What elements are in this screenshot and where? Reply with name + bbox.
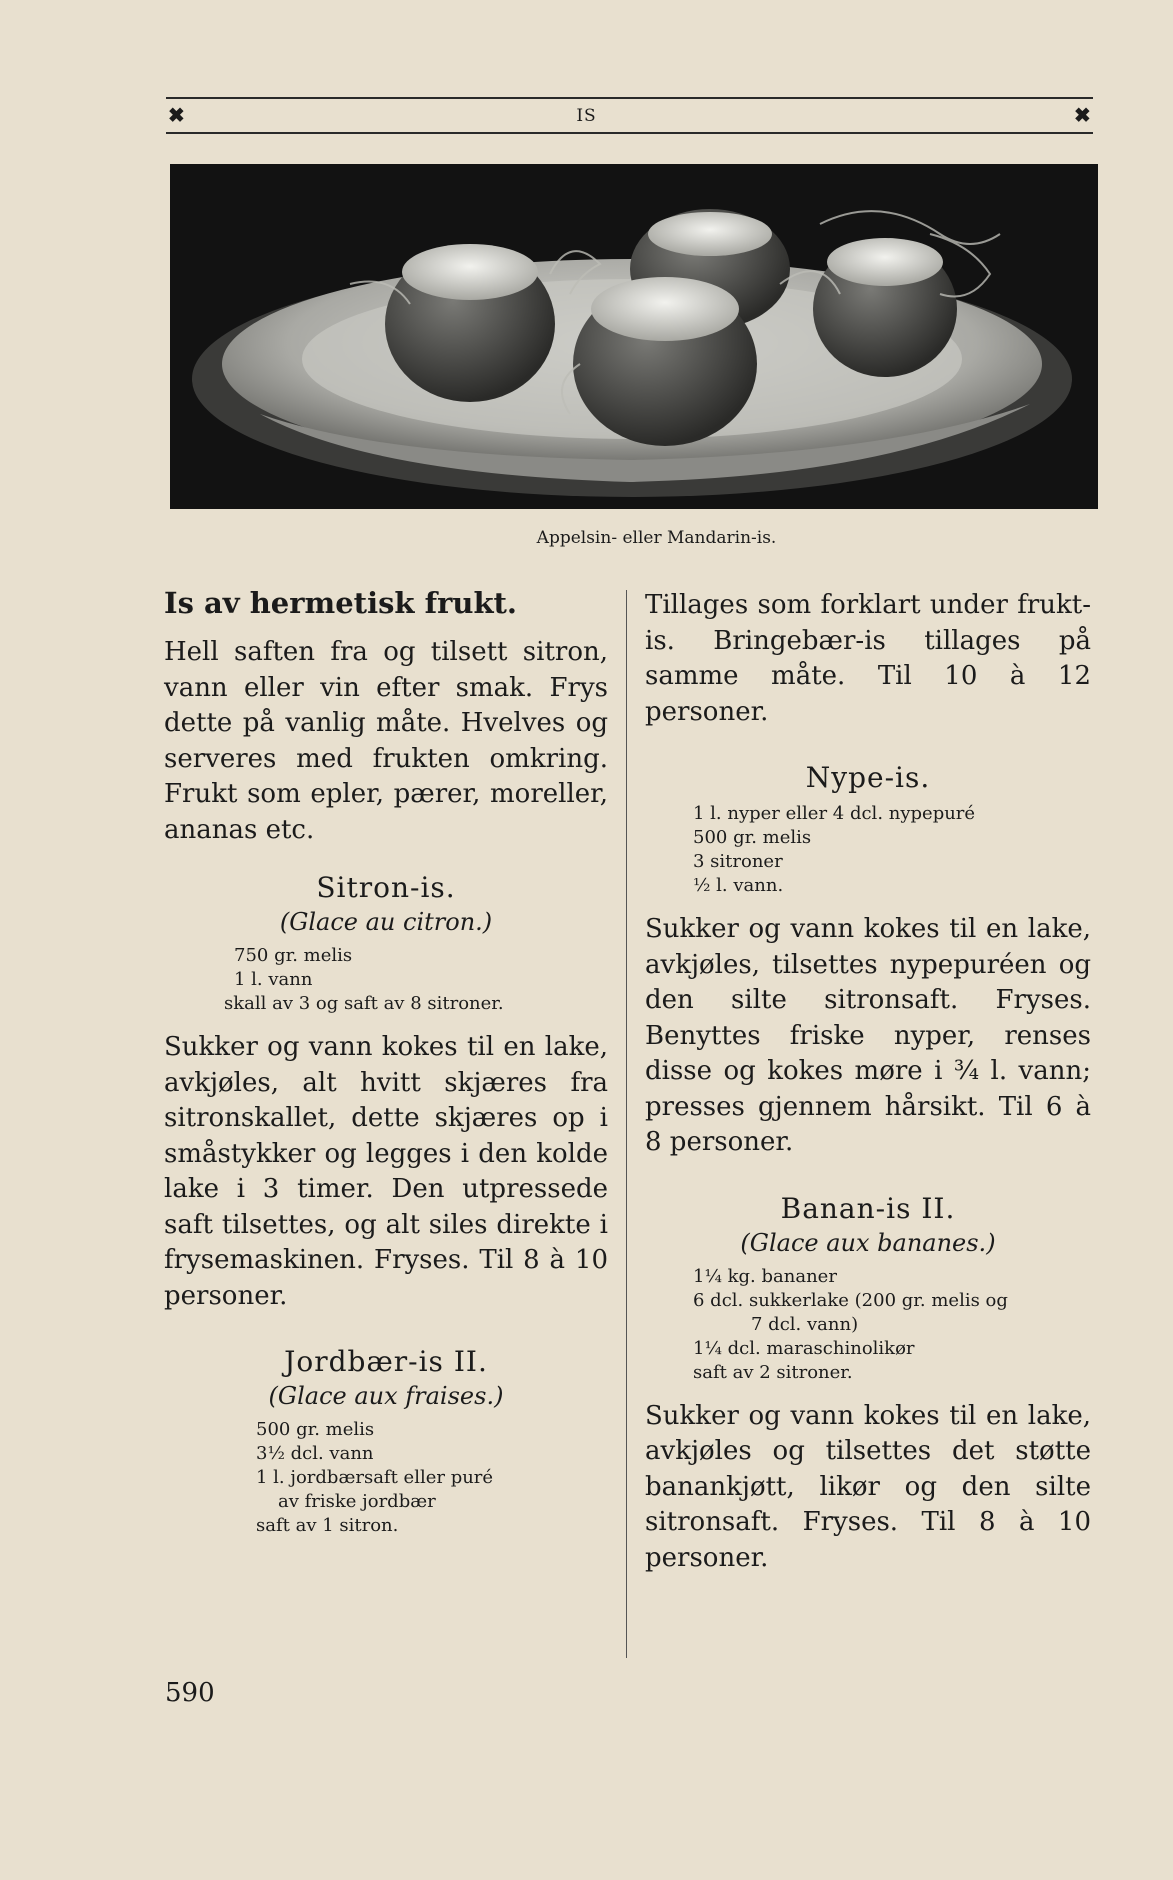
running-header-title: IS: [576, 106, 597, 126]
recipe-title-nype: Nype-is.: [805, 761, 931, 794]
ingredient-line: 1¼ dcl. maraschinolikør: [693, 1337, 915, 1359]
recipe-title-hermetisk: Is av hermetisk frukt.: [164, 586, 518, 620]
ingredient-line: 1¼ kg. bananer: [693, 1265, 837, 1287]
right-column: [645, 588, 1091, 1576]
ingredient-line: 750 gr. melis: [234, 945, 353, 966]
ingredient-line: av friske jordbær: [278, 1491, 436, 1512]
dessert-plate-illustration: [170, 164, 1098, 509]
column-divider: [626, 590, 627, 1658]
ingredients-jordbaer: [164, 1418, 608, 1538]
recipe-subtitle-banan: (Glace aux bananes.): [740, 1228, 996, 1257]
recipe-text-hermetisk: Hell saften fra og tilsett sitron, vann eller vin efter smak. Frys dette på vanlig måte. Hvelves og serveres med frukten omkring. Frukt som epler, pærer, moreller, ananas etc.: [164, 637, 608, 845]
recipe-subtitle-jordbaer: (Glace aux fraises.): [268, 1382, 504, 1410]
recipe-text-nype: Sukker og vann kokes til en lake, avkjøles, tilsettes nypepuréen og den silte sitronsaft. Fryses. Benyttes friske nyper, renses disse og kokes møre i ¾ l. vann; presses gjennem hårsikt. Til 6 à 8 personer.: [645, 914, 1091, 1157]
ingredient-line: 6 dcl. sukkerlake (200 gr. melis og: [693, 1289, 1008, 1311]
ingredient-line: 3½ dcl. vann: [256, 1443, 374, 1464]
recipe-text-sitron: Sukker og vann kokes til en lake, avkjøles, alt hvitt skjæres fra sitronskallet, dette skjæres op i småstykker og legges i den kolde lake i 3 timer. Den utpressede saft tilsettes, og alt siles direkte i frysemaskinen. Fryses. Til 8 à 10 personer.: [164, 1032, 608, 1311]
ingredient-line: 500 gr. melis: [693, 827, 812, 848]
header-rule-bottom: [166, 132, 1093, 134]
ingredients-sitron: [164, 944, 608, 1016]
ingredient-line: ½ l. vann.: [693, 875, 784, 896]
ingredient-line: 1 l. vann: [234, 969, 313, 990]
ingredients-banan: [645, 1265, 1091, 1385]
recipe-title-jordbaer: Jordbær-is II.: [284, 1345, 488, 1378]
recipe-text-banan: Sukker og vann kokes til en lake, avkjøles og tilsettes det støtte banankjøtt, likør og den silte sitronsaft. Fryses. Til 8 à 10 personer.: [645, 1400, 1091, 1573]
ingredient-line: skall av 3 og saft av 8 sitroner.: [224, 993, 504, 1014]
ingredient-line: 7 dcl. vann): [751, 1313, 859, 1335]
ingredient-line: 1 l. jordbærsaft eller puré: [256, 1467, 494, 1488]
header-rule-top: [166, 97, 1093, 99]
photo-dessert-plate: [170, 164, 1098, 509]
left-column: [164, 585, 608, 1538]
ingredient-line: 1 l. nyper eller 4 dcl. nypepuré: [693, 803, 976, 824]
ingredient-line: 500 gr. melis: [256, 1419, 375, 1440]
photo-caption: Appelsin- eller Mandarin-is.: [536, 528, 777, 548]
recipe-title-banan: Banan-is II.: [780, 1191, 956, 1225]
header-ornament-left: ✖: [168, 103, 185, 127]
ingredient-line: saft av 2 sitroner.: [693, 1361, 853, 1383]
ingredients-nype: [645, 802, 1091, 898]
page-number: 590: [165, 1678, 215, 1708]
recipe-text-bringebaer: Tillages som forklart under frukt-is. Bringebær-is tillages på samme måte. Til 10 à 12 personer.: [645, 590, 1091, 727]
recipe-title-sitron: Sitron-is.: [316, 871, 456, 904]
header-ornament-right: ✖: [1074, 103, 1091, 127]
ingredient-line: 3 sitroner: [693, 851, 783, 872]
recipe-subtitle-sitron: (Glace au citron.): [279, 908, 493, 936]
ingredient-line: saft av 1 sitron.: [256, 1515, 399, 1536]
